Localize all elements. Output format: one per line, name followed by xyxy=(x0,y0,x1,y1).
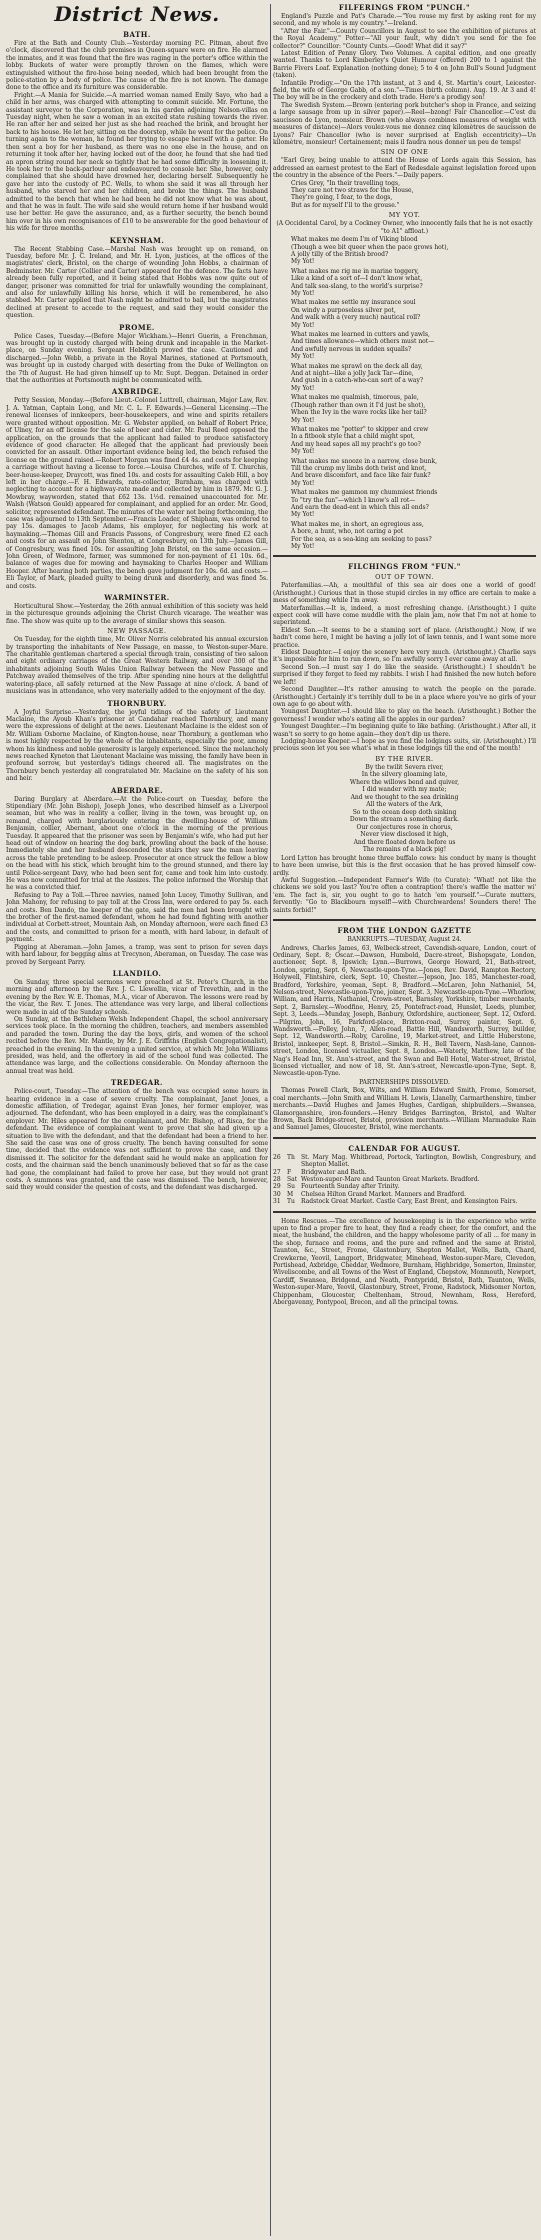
article-paragraph: Home Rescues.—The excellence of housekeeping is in the experience who write upon to find a proper fire to heat, they find a ready cheer, for the comfort, and the meat, the husband, the children, and the happy wholesome parity of all ... for many in the shop, furnace and rooms, and the pure and refined and the same at Bristol, Taunton, &c., Street, Frome, Glastonbury, Shepton Mallet, Wells, Bath, Chard, Crewkerne, Yeovil, Langport, Bridgwater, Minehead, Weston-super-Mare, Clevedon, Portishead, Axbridge, Cheddar, Wedmore, Burnham, Highbridge, Somerton, Ilminster, Wiveliscombe, and all Towns of the West of England, Chepstow, Monmouth, Newport, Cardiff, Swansea, Bridgend, and Neath, Pontypridd, Bristol, Bath, Taunton, Wells, Weston-super-Mare, Yeovil, Glastonbury, Street, Frome, Radstock, Midsomer Norton, Chippenham, Gloucester, Cheltenham, Stroud, Newnham, Ross, Hereford, Abergavenny, Pontypool, Brecon, and all the principal towns. xyxy=(273,1217,536,1307)
calendar-weekday: F xyxy=(287,1168,292,1176)
column-rule xyxy=(270,4,271,2236)
verse-stanza: What makes me rig me in marine toggery, Like a kind of a sort of—I don't know what, And talk sea-slang, to the world's surprise? My Yot! xyxy=(291,267,423,297)
article-paragraph: Police Cases, Tuesday.—(Before Major Wickham.)—Henri Guerin, a Frenchman, was brought up in custody charged with being drunk and incapable in the Market-place, on Sunday evening. Sergeant Hebditch proved the case. Cautioned and discharged.—John Webb, a private in the Royal Marines, stationed at Portsmouth, was brought up in custody charged with deserting from the Duke of Wellington on the 7th of August. He had given himself up to Mr. Supt. Deggan. Detained in order that the authorities at Portsmouth might be communicated with. xyxy=(6,332,268,385)
calendar-day: 30 xyxy=(273,1190,281,1198)
article-paragraph: Fire at the Bath and County Club.—Yesterday morning P.C. Pitman, about five o'clock, discovered that the club premises in Queen-square were on fire. He alarmed the inmates, and it was found that the fire was raging in the porter's office within the lobby. Buckets of water were promptly thrown on the flames, which were extinguished without the fire-hose being needed, which had been brought from the police-station by a body of police. The cause of the fire is not known. The damage done to the office and its furniture was considerable. xyxy=(6,40,268,92)
calendar-row xyxy=(273,1169,536,1176)
article-paragraph: England's Puzzle and Pat's Charade.—"You rouse my first by asking rent for my second, and my whole is my country."—Ireland. xyxy=(273,13,536,28)
article-paragraph: On Sunday, three special sermons were preached at St. Peter's Church, in the morning and afternoon by the Rev. J. C. Llewellin, vicar of Trevethin, and in the evening by the Rev. W. E. Thomas, M.A., vicar of Aberavon. The lessons were read by the vicar, the Rev. T. Jones. The attendance was very large, and liberal collections were made in aid of the Sunday schools. xyxy=(6,978,268,1016)
article-paragraph: On Sunday, at the Bethlehem Welsh Independent Chapel, the school anniversary services took place. In the morning the children, teachers, and members assembled and paraded the town. During the day the boys, girls, and women of the school recited before the Rev. Mr. Mantle, by Mr. J. E. Griffiths (English Congregationalist), preached in the evening. In the evening a united service, at which Mr. John Williams presided, was held, and the offertory in aid of the school fund was collected. The attendance was large, and the collections considerable. On Monday afternoon the annual treat was held. xyxy=(6,1015,268,1075)
article-paragraph: Eldest Son.—It seems to be a staming sort of place. (Aristhought.) Now, if we hadn't come here, I might be having a jolly lot of lawn tennis, and I want some more practice. xyxy=(273,626,536,649)
verse-stanza: What makes me learned in cutters and yawls, And times allowance—which others must not— And awfully nervous in sudden squalls? My Yot! xyxy=(291,331,435,361)
section-heading: PROME. xyxy=(119,322,155,332)
article-paragraph: On Tuesday, for the eighth time, Mr. Oliver Norris celebrated his annual excursion by transporting the inhabitants of New Passage, en masse, to Weston-super-Mare. The charitable gentleman chartered a special through train, consisting of two saloon and eight ordinary carriages of the Great Western Railway, and over 300 of the inhabitants adjoining South Wales Union Railway between the New Passage and Patchway availed themselves of the trip. After spending nine hours at the delightful watering-place, all safely returned at the New Passage at nine o'clock. A band of musicians was in attendance, who very materially added to the enjoyment of the day. xyxy=(6,636,268,696)
section-heading: THORNBURY. xyxy=(107,698,167,708)
calendar-row xyxy=(273,1198,536,1205)
article-paragraph: A Joyful Surprise.—Yesterday, the joyful tidings of the safety of Lieutenant Maclaine, the Ayoub Khan's prisoner at Candahar reached Thornbury, and many were the expressions of delight at the news. Lieutenant Maclaine is the eldest son of Mr. William Osborne Maclaine, of Kington-house, near Thornbury, a gentleman who is most highly respected by the whole of the inhabitants, especially the poor, among whom his kindness and noble generosity is largely experienced. Since the melancholy news reached Kyneton that Lieutenant Maclaine was missing, the family have been in profound sorrow, but yesterday's tidings cheered all. The magistrates on the Thornbury bench yesterday all congratulated Mr. Maclaine on the safety of his son and heir. xyxy=(6,708,268,783)
calendar-weekday: Su xyxy=(287,1183,295,1191)
section-divider xyxy=(273,555,536,557)
article-paragraph: Petty Session, Monday.—(Before Lieut.-Colonel Luttrell, chairman, Major Law, Rev. J. A. Yatman, Captain Long, and Mr. C. L. F. Edwards.)—General Licensing.—The renewal licenses of innkeepers, beer-housekeepers, and wine and spirits retailers were granted without opposition. Mr. G. Webster applied, on behalf of Robert Price, of Ulney, for an off license for the sale of beer and cider. Mr. Paul Reed opposed the application, on the grounds that the applicant had failed to produce satisfactory evidence of good character. He alleged that the applicant had previously been convicted for an assault. Other important evidence being led, the bench refused the license on the ground raised.—Robert Morgan was fined £4 4s. and costs for keeping a carriage without having a license to force.—Louisa Churches, wife of T. Churchis, beer-house-keeper, Draycott, was fined 10s. and costs for assaulting Caleb Hill, a boy left in her charge.—F. H. Edwards, rate-collector, Burnham, was charged with neglecting to account for a highway-rate made and collected by him in 1879. Mr. G. J. Mowbray, wayworden, stated that £62 13s. 1½d. remained unaccounted for. Mr. Walsh (Watson Gould) appeared for complainant, and applied for an order. Mr. Good, solicitor, represented defendant. The minutes of the water not being forthcoming, the case was adjourned to 13th September.—Francis Loader, of Shipham, was ordered to pay 15s. damages to Jacob Adams, his employer, for neglecting his work at haymaking.—Thomas Gill and Francis Passons, of Congresbury, were fined £2 each and costs for an assault on John Shenton, at Congresbury, on 13th July.—James Gill, of Congresbury, was fined 10s. for assaulting John Bristol, on the same occasion.—John Green, of Wedmore, farmer, was summoned for non-payment of £1 10s. 6d., balance of wages due for mowing and haymaking to Charles Hooper and William Hooper. After hearing both parties, the bench gave judgment for 10s. 6d. and costs.—Eli Taylor, of Mark, pleaded guilty to being drunk and disorderly, and was fined 5s. and costs. xyxy=(6,397,268,590)
article-paragraph: Second Daughter.—It's rather amusing to watch the people on the parade. (Aristhought.) Certainly it's terribly dull to be in a place where you've no girls of your own age to go about with. xyxy=(273,686,536,708)
subheading: By the twilit Severn river, In the silvery gloaming late, Where the willows bend and quiver, I did wander with my mate; And we thought to the sea drinking All the waters of the Ark, So to the ocean deep doth sinking Down the stream a something dark. Our conjectures rose in chorus, Never view disclosed it high, And there floated down before us The remains of a black pig! xyxy=(349,763,460,854)
calendar-entry: Weston-super-Mare and Taunton Great Markets. Bradford. xyxy=(301,1175,480,1183)
subsection-heading: SIN OF ONE xyxy=(380,148,429,157)
section-heading: CALENDAR FOR AUGUST. xyxy=(348,1143,461,1153)
article-paragraph: Lodging-house Keeper.—I hope as you find the lodgings suits, sir. (Aristhought.) I'll precious soon let you see what's what in these lodgings till the end of the month! xyxy=(273,737,536,753)
right-column-body xyxy=(273,3,536,1306)
subheading: (A Occidental Carol, by a Cockney Owner, who innocently fails that he is not exactly "to A1" affloat.) xyxy=(276,220,533,235)
article-paragraph: Second Son.—I must say I do like the seaside. (Aristhought.) I shouldn't be surprised if they forget to feed my rabbits. I wish I had finished the new hutch before we left! xyxy=(273,663,536,686)
section-heading: WARMINSTER. xyxy=(104,593,170,603)
calendar-entry: Fourteenth Sunday after Trinity. xyxy=(301,1183,400,1191)
subheading: BANKRUPTS.—TUESDAY, August 24. xyxy=(347,936,462,943)
calendar-entry: Bridgwater and Bath. xyxy=(301,1168,367,1176)
verse-stanza: What makes me "potter" to skipper and crew In a fitbook style that a child might spot, And my head sapes all my pracht's go too? My Yot! xyxy=(291,425,429,456)
verse-stanza: What makes me sprawl on the deck all day, And at night—like a jolly Jack Tar—dine, And gush in a catch-who-can sort of a way? My Yot! xyxy=(291,362,424,392)
calendar-day: 27 xyxy=(273,1168,281,1176)
section-heading: LLANDILO. xyxy=(112,968,162,978)
article-paragraph: "Earl Grey, being unable to attend the House of Lords again this Session, has addressed an earnest protest to the Earl of Redesdale against legislation forced upon the country in the absence of the Peers."—Daily papers. xyxy=(273,157,536,180)
article-paragraph: Infantile Prodigy.—"On the 17th instant, at 3 and 4, St. Martin's court, Leicester-field, the wife of George Gabb, of a son."—Times (birth column). Aug. 19. At 3 and 4! The boy will be in the crockery and cloth trade. Here's a prodigy son! xyxy=(273,79,536,102)
article-paragraph: Police-court, Tuesday.—The attention of the bench was occupied some hours in hearing evidence in a case of severe cruelty. The complainant, Janet Jones, a domestic affiliation, of Tredegar, against Evan Jones, her former employer, was adjourned. The defendant, who has been employed in a dairy, was the complainant's employer. Mr. Hiles appeared for the complainant, and Mr. Bishop, of Risca, for the defendant. The evidence of complainant went to prove that she had given up a situation to live with the defendant, and that the defendant had been a friend to her. She said the case was one of gross cruelty. The bench having consulted for some time, decided that the evidence was not sufficient to prove the case, and they dismissed it. The solicitor for the defendant said he would make an application for costs, and the chairman said the bench unanimously believed that so far as the case had gone, the complainant had failed to prove her case, but they would not grant costs. A summons was granted, and the case was dismissed. The bench, however, said they would consider the question of costs, and the defendant was discharged. xyxy=(6,1088,268,1192)
section-heading: KEYNSHAM. xyxy=(109,235,165,245)
calendar-day: 31 xyxy=(273,1198,281,1206)
calendar-entry: Chelsea Hilton Grand Market. Manners and Bradford. xyxy=(301,1190,466,1198)
article-paragraph: Youngest Daughter.—I'm beginning quite to like bathing. (Aristhought.) After all, it wasn't so sorry to go home again—they don't dip us there. xyxy=(273,723,536,738)
calendar-entry: St. Mary Mag. Whitbread, Portock, Yarlington, Bowlish, Congresbury, and Shepton Mallet. xyxy=(301,1153,536,1169)
section-divider xyxy=(273,919,536,921)
verse-stanza: What makes me deem I'm of Viking blood (Though a wee bit queer when the pace grows hot), A jolly tilly of the British brood? My Yot! xyxy=(291,236,449,266)
calendar-weekday: M xyxy=(287,1190,294,1198)
section-heading: AXBRIDGE. xyxy=(111,387,163,397)
section-heading: ABERDARE. xyxy=(110,785,164,795)
verse-stanza: What makes me snooze in a narrow, close bunk, Till the crump my limbs doth twist and knot, And brave discomfort, and face like fair funk? My Yot! xyxy=(291,457,438,487)
calendar-row xyxy=(273,1176,536,1183)
article-paragraph: Eldest Daughter.—I enjoy the scenery here very much. (Aristhought.) Charlie says it's impossible for him to run down, so I'm awfully sorry I ever came away at all. xyxy=(273,649,536,664)
calendar-weekday: Tu xyxy=(287,1198,295,1206)
calendar-entry: Radstock Great Market. Castle Cary, East Brent, and Kensington Fairs. xyxy=(301,1198,518,1206)
verse-stanza: What makes me settle my insurance soul On windy a purposeless silver pot, And walk with a (very much) nautical roll? My Yot! xyxy=(291,299,421,329)
calendar-day: 28 xyxy=(273,1175,281,1183)
section-heading: FROM THE LONDON GAZETTE xyxy=(337,926,472,935)
article-paragraph: Andrews, Charles James, 63, Welbeck-street, Cavendish-square, London, court of Ordinary, Sept. 8; Oscar.—Dawson, Humbold, Dacre-street, Bishopsgate, London, auctioneer, Sept. 8, Ipswich; Lynn.—Burrows, George Howard, 21, Bath-street, London, spring, Sept. 6, Newcastle-upon-Tyne.—Jones, Rev. David, Rampton Rectory, Holywell, Flintshire, clerk, Sept. 10, Chester.—Jepson, Jno. 185, Manchester-road, Bradford, Yorkshire, yeoman, Sept. 8, Bradford.—McLaren, John Nathaniel, 54, Nelson-street, Newcastle-upon-Tyne, joiner, Sept. 3, Newcastle-upon-Tyne.—Whorlow, William, and Harris, Nathaniel, Crown-street, Barnsley, Yorkshire, timber merchants, Sept. 2, Barnsley.—Woodfine, Henry, 25, Pontefract-road, Hunslet, Leeds, plumber, Sept. 3, Leeds.—Munday, Joseph, Banbury, Oxfordshire, auctioneer, Sept. 12, Oxford.—Pilgrim, John, 16, Parkford-place, Brixton-road, Surrey, painter, Sept. 6, Wandsworth.—Polley, John, 7, Allen-road, Battle Hill, Wandsworth, Surrey, builder, Sept. 12, Wandsworth.—Roby, Caroline, 19, Market-street, and Little Huberstone, Bristol, innkeeper, Sept. 8, Bristol.—Simkin, R. H., Bell Tavern, Nash-lane, Cannon-street, London, licensed victualler, Sept. 8, London.—Waterly, Matthew, late of the Nag's Head Inn, St. Ann's-street, and the Swan and Bell Hotel, Water-street, Bristol, licensed victualler, and now of 18, St. Ann's-street, Newcastle-upon-Tyne, Sept. 8, Newcastle-upon-Tyne. xyxy=(273,944,536,1078)
calendar-day: 26 xyxy=(273,1153,281,1161)
section-divider xyxy=(273,1211,536,1213)
section-heading: FILCHINGS FROM "FUN." xyxy=(348,562,461,572)
article-paragraph: Horticultural Show.—Yesterday, the 26th annual exhibition of this society was held in the picturesque grounds adjoining the Christ Church vicarage. The weather was fine. The show was quite up to the average of similar shows this season. xyxy=(6,603,268,625)
section-heading: BATH. xyxy=(123,30,151,39)
subheading: PARTNERSHIPS DISSOLVED. xyxy=(359,1078,450,1086)
article-paragraph: Latest Edition of Penny Glory. Two Volumes. A capital edition, and one greatly wanted. Thanks to Lord Kimberley's Quiet Humour (offered) 200 to 1 against the Barrie Fivers Loaf. Explanation (nothing done); 5 to 4 on John Bull's Sound Judgment (taken). xyxy=(273,50,536,80)
verse-stanza: What makes me, in short, an egregious ass, A bore, a hunt, who, not caring a pot For the sea, as a sea-king am seeking to pass? My Yot! xyxy=(291,520,432,550)
right-column xyxy=(273,0,536,2240)
article-paragraph: The Recent Stabbing Case.—Marshal Nash was brought up on remand, on Tuesday, before Mr. J. C. Ireland, and Mr. H. Lyon, justices, at the offices of the magistrates' clerk, Bristol, on the charge of wounding John Hobbs, a chairman of Bedminster. Mr. Carter (Collier and Carter) appeared for the defence. The facts have already been fully reported, and it being stated that Hobbs was now quite out of danger, prisoner was committed for trial for unlawfully wounding the complainant, and also for unlawfully killing his horse, which it will be remembered, he also stabbed. Mr. Carter applied that Nash might be admitted to bail, but the magistrates declined at present to accede to the request, and said they would consider the question. xyxy=(6,245,268,320)
calendar-weekday: Sat xyxy=(287,1175,298,1183)
article-paragraph: Lord Lytton has brought home three buffalo cows: his conduct by many is thought to have been unwise, but this is the first occasion that he has proved himself cow-ardly. xyxy=(273,854,536,877)
section-heading: TREDEGAR. xyxy=(111,1078,163,1088)
verse-stanza: What makes me qualmish, timorous, pale, (Though rather than own it I'd just be shot), When the Ivy in the wave rocks like her tail? My Yot! xyxy=(291,394,427,424)
calendar-row xyxy=(273,1154,536,1169)
left-column-body xyxy=(6,30,268,1192)
article-paragraph: "After the Fair."—County Councillors in August to see the exhibition of pictures at the Royal Academy." Potter—"All your fault, why didn't you send for the fee collector?" Councillor: "County Cunts.—Good! What did it say?" xyxy=(273,27,536,50)
article-paragraph: Refusing to Pay a Toll.—Three navvies, named John Lucey, Timothy Sullivan, and John Mahony, for refusing to pay toll at the Cross Inn, were ordered to pay 5s. each and costs. Ben Dando, the keeper of the gate, said the men had been brought with the brother of the first-named defendant, whom he had found fighting with another individual at Corbett-street, Mountain Ash, on Monday afternoon, were each fined £3 and the costs, and committed to prison for a month, with hard labour, in default of payment. xyxy=(6,891,268,944)
masthead-title: District News. xyxy=(54,2,220,26)
subsection-heading: BY THE RIVER. xyxy=(375,754,434,763)
subsection-heading: MY YOT. xyxy=(388,211,421,220)
calendar-weekday: Th xyxy=(287,1153,295,1161)
subsection-heading: NEW PASSAGE. xyxy=(107,627,167,636)
article-paragraph: Awful Suggestion.—Independent Farmer's Wife (to Curate): "What! not like the chickens we sold you last? You're often a contraption! there's waffle the matter wi' 'em. The fact is, sir, you ought to go to hatch 'em yourself."—Curate mutters, fervently: "Go to Blackbourn myself!—with Churchwardens! Sounders there! The saints forbid!" xyxy=(273,876,536,914)
article-paragraph: Paterfamilias.—Ah, a moulthful of this sea air does one a world of good! (Aristhought.) Curious that in those stupid circles in my office are certain to make a mess of something while I'm away. xyxy=(273,582,536,605)
calendar-row xyxy=(273,1183,536,1190)
section-heading: FILFERINGS FROM "PUNCH." xyxy=(338,3,471,12)
article-paragraph: Fright.—A Mania for Suicide.—A married woman named Emily Sayo, who had a child in her arms, was charged with attempting to commit suicide. Mr. Fortune, the assistant surveyor to the Corporation, was in his garden adjoining Nelson-villas on Tuesday night, when he saw a woman in an excited state rushing towards the river. He ran after her and seized her just as she had reached the brink, and brought her back to his house. He let her, sitting on the doorstep, while he went for the police. On turning again to the woman, he found her trying to escape herself with a garter. He then sent a boy for her husband, as there was no one else in the house, and on returning it took after her, having locked out of the door, he found that she had tied an apron string round her neck so tightly that he had some difficulty in loosening it. He took her to the back-parlour and endeavoured to console her. She, however, only complained that she should have drowned her, declaring herself. Subsequently he gave her into the custody of P.C. Wells, to whom she said it was all through her husband, who starved her and her children, and broke the things. The husband admitted to the bench that when he had been he did not know what he was about, and that he was in fault. The wife said she would return home if her husband would use her better. He gave the assurance, and, as a further security, the bench bound him over in his own recognisances of £10 to be answerable for the good behaviour of his wife for three months. xyxy=(6,91,268,233)
article-paragraph: Thomas Powell Clark, Box, Wilts, and William Edward Smith, Frome, Somerset, coal merchants.—John Smith and William H. Lewis, Llanelly, Carmarthenshire, timber merchants.—David Hughes and James Hughes, Cardigan, shipbuilders.—Swansea, Glamorganshire, iron-founders.—Henry Bridges Barrington, Bristol, and Walter Brown, Back Bridge-street, Bristol, provision merchants.—William Marmaduke Rain and Samuel James, Gloucester, Bristol, wine merchants. xyxy=(273,1087,536,1132)
article-paragraph: Materfamilias.—It is, indeed, a most refreshing change. (Aristhought.) I quite expect cook will have come muddle with the plain jam, now that I'm not at home to superintend. xyxy=(273,604,536,627)
section-divider xyxy=(273,1137,536,1139)
article-paragraph: Pigging at Aberaman.—John James, a tramp, was sent to prison for seven days with hard labour, for begging alms at Trecynon, Aberaman, on Tuesday. The case was proved by Sergeant Parry. xyxy=(6,943,268,966)
article-paragraph: Youngest Daughter.—I should like to play on the beach. (Aristhought.) Bother the governess! I wonder who's eating all the apples in our garden? xyxy=(273,708,536,723)
article-paragraph: Daring Burglary at Aberdare.—At the Police-court on Tuesday, before the Stipendiary (Mr. John Bishop), Joseph Jones, who described himself as a Liverpool seaman, but who was in reality a collier, living in the town, was brought up, on remand, charged with burglariously entering the dwelling-house of William Benjamin, collier, Abernant, about one o'clock in the morning of the previous Tuesday. It appeared that the prisoner was seen by Benjamin's wife, who had put her head out of window on hearing the dog bark, prowling about the back of the house. Immediately she and her husband descended the stairs they saw the man leaving across the table pretending to be asleep. Prosecutor at once struck the fellow a blow on the head with his stick, which brought him to the ground stunned, and there lay until Police-sergeant Davy, who had been sent for, came and took him into custody. He was now committed for trial at the Assizes. The police informed the Worship that he was a convicted thief. xyxy=(6,795,268,892)
calendar-day: 29 xyxy=(273,1183,281,1191)
article-paragraph: The Swedish System.—Brown (entering pork butcher's shop in France, and seizing a large sausage from up in silver paper).—Reel—bzong! Fair Chancellor.—C'est du saucisson de Lyon, monsieur. Brown (who always combines measures of weight with measures of distance)—Alors voulez-vous me donnez cinq kilomètres de saucisson de Lyons? Fair Chancellor (who is never surprised at English eccentricity)—Un kilomètre, monsieur! Certainement; mais il faudra nous donner un peu de temps! xyxy=(273,101,536,146)
subsection-heading: OUT OF TOWN. xyxy=(375,573,434,582)
calendar-row xyxy=(273,1191,536,1198)
left-column xyxy=(6,0,268,2240)
verse-stanza: What makes me gammon my chummiest friends To "try the fun"—which I know's all rot— And earn the dead-ent in which this all ends? My Yot! xyxy=(291,489,438,519)
verse-stanza: Cries Grey, "In their travelling togs, They care not two straws for the House, They're going, I fear, to the dogs, But as for myself I'll to the grouse." xyxy=(291,179,414,209)
